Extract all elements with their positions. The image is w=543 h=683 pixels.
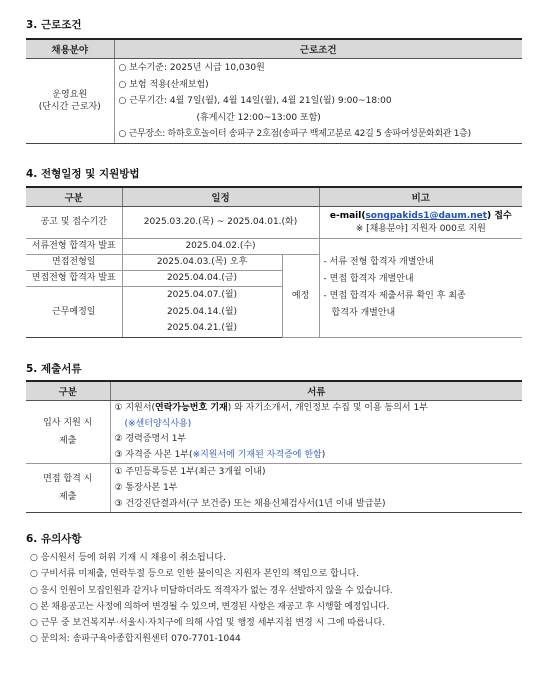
remark-2: - 면접 합격자 개별안내 <box>323 273 414 284</box>
planned-cell: 예정 <box>282 255 319 338</box>
apply-label-line-1: 입사 지원 시 <box>43 418 93 428</box>
header-remarks: 비고 <box>319 187 522 207</box>
section6-title: 6. 유의사항 <box>26 533 82 545</box>
field-cell <box>26 59 114 144</box>
section3-title: 3. 근로조건 <box>26 19 82 31</box>
field-line-2: (단시간 근로자) <box>38 101 101 112</box>
row-interview-result-label: 면접전형 합격자 발표 <box>26 271 122 287</box>
schedule-table <box>26 186 522 338</box>
row-doc-result-date: 2025.04.02.(수) <box>122 239 319 255</box>
header-category: 구분 <box>26 187 122 207</box>
interview-docs-label <box>26 464 110 513</box>
field-line-1: 운영요원 <box>52 89 88 100</box>
row-apply-remark <box>319 207 522 239</box>
work-date-3: 2025.04.21.(월) <box>166 323 238 333</box>
condition-place: ○ 근무장소: 하하호호놀이터 송파구 2호점(송파구 백제고분로 42길 5 송파여성문화회관 1층) <box>118 129 471 139</box>
row-interview-result-date: 2025.04.04.(금) <box>122 271 282 287</box>
condition-break: (휴게시간 12:00~13:00 포함) <box>196 112 321 123</box>
remark-1: - 서류 전형 합격자 개별안내 <box>323 256 434 267</box>
header-documents: 서류 <box>110 381 522 401</box>
apply-docs-label <box>26 401 110 464</box>
interview-docs-list <box>110 464 522 513</box>
header-schedule: 일정 <box>122 187 319 207</box>
apply-doc-3: ③ 자격증 사본 1부(※지원서에 기재된 자격증에 한함) <box>114 449 326 460</box>
interview-label-line-1: 면접 합격 시 <box>43 474 93 484</box>
section5-title: 5. 제출서류 <box>26 363 82 375</box>
apply-note: ※ [채용분야] 지원자 000로 지원 <box>355 223 486 234</box>
row-work-label: 근무예정일 <box>26 287 122 338</box>
notice-5: ○ 근무 중 보건복지부·서울시·자치구에 의해 사업 및 행정 세부지침 변경 시 그에 따릅니다. <box>30 618 386 629</box>
interview-doc-2: ② 통장사본 1부 <box>114 483 178 493</box>
row-apply-label: 공고 및 접수기간 <box>26 207 122 239</box>
header-field: 채용분야 <box>26 39 114 59</box>
remark-3: - 면접 합격자 제출서류 확인 후 최종 <box>323 290 466 301</box>
remark-4: 합격자 개별안내 <box>331 307 396 318</box>
apply-doc-1-note: (※센터양식사용) <box>124 418 192 429</box>
email-prefix: e-mail( <box>329 211 366 222</box>
header-conditions: 근로조건 <box>114 39 522 59</box>
contact-required: 연락가능번호 기재 <box>155 403 228 413</box>
notices-list <box>30 550 392 648</box>
row-interview-label: 면접전형일 <box>26 255 122 271</box>
interview-doc-1: ① 주민등록등본 1부(최근 3개월 이내) <box>114 467 266 477</box>
notice-4: ○ 본 채용공고는 사정에 의하여 변경될 수 있으며, 변경된 사항은 재공고 후 시행할 예정입니다. <box>30 601 390 612</box>
row-interview-date: 2025.04.03.(목) 오후 <box>122 255 282 271</box>
notice-3: ○ 응시 인원이 모집인원과 같거나 미달하더라도 적격자가 없는 경우 선발하지 않을 수 있습니다. <box>30 585 393 596</box>
notice-2: ○ 구비서류 미제출, 연락두절 등으로 인한 불이익은 지원자 본인의 책임으로 합니다. <box>30 569 360 580</box>
row-doc-result-label: 서류전형 합격자 발표 <box>26 239 122 255</box>
condition-pay: ○ 보수기준: 2025년 시급 10,030원 <box>118 63 265 73</box>
apply-doc-2: ② 경력증명서 1부 <box>114 434 187 444</box>
apply-label-line-2: 제출 <box>59 436 77 446</box>
apply-doc-1: ① 지원서(연락가능번호 기재) 와 자기소개서, 개인정보 수집 및 이용 동의서 1부 <box>114 403 428 413</box>
interview-label-line-2: 제출 <box>59 492 77 502</box>
condition-insurance: ○ 보험 적용(산재보험) <box>118 79 209 90</box>
work-conditions-table <box>26 38 522 144</box>
condition-period: ○ 근무기간: 4월 7일(월), 4월 14일(월), 4월 21일(월) 9:00~18:00 <box>118 96 392 106</box>
work-date-1: 2025.04.07.(월) <box>166 290 238 300</box>
conditions-cell <box>114 59 522 144</box>
notice-1: ○ 응시원서 등에 허위 기재 시 채용이 취소됩니다. <box>30 553 226 563</box>
email-suffix: ) 접수 <box>487 211 512 222</box>
email-link[interactable]: songpakids1@daum.net <box>365 211 488 222</box>
remarks-cell <box>319 239 522 338</box>
apply-doc-3-note: ※지원서에 기재된 자격증에 한함 <box>192 449 322 460</box>
documents-table <box>26 380 522 513</box>
work-date-2: 2025.04.14.(월) <box>166 306 238 317</box>
row-apply-date: 2025.03.20.(목) ~ 2025.04.01.(화) <box>122 207 319 239</box>
notice-contact: ○ 문의처: 송파구육아종합지원센터 070-7701-1044 <box>30 634 241 645</box>
section4-title: 4. 전형일정 및 지원방법 <box>26 168 140 180</box>
interview-doc-3: ③ 건강진단결과서(구 보건증) 또는 채용신체검사서(1년 이내 발급분) <box>114 499 386 509</box>
row-work-dates <box>122 287 282 338</box>
header-doc-category: 구분 <box>26 381 110 401</box>
apply-docs-list <box>110 401 522 464</box>
